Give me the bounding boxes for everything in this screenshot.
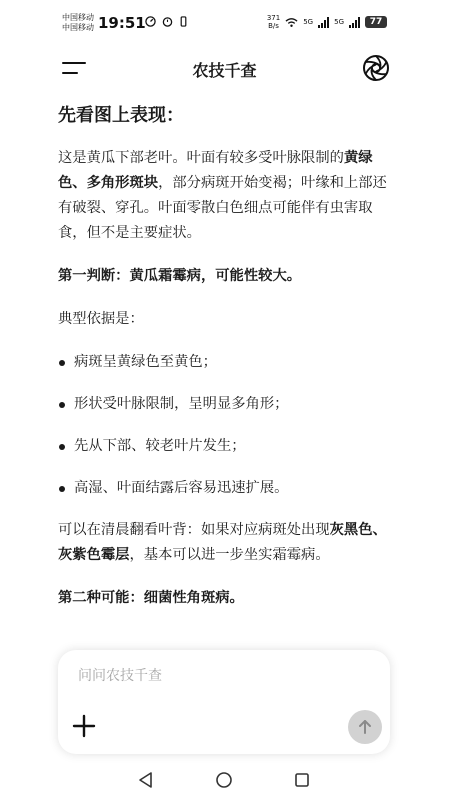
plus-icon xyxy=(70,712,98,740)
speedometer-icon xyxy=(145,16,156,27)
net-label-1: 5G xyxy=(303,18,314,26)
battery-icon: 77 xyxy=(365,16,387,28)
nav-back-button[interactable] xyxy=(136,770,156,790)
status-icons-right xyxy=(267,14,387,30)
app-header xyxy=(0,44,449,92)
answer-paragraph-1: 这是黄瓜下部老叶。叶面有较多受叶脉限制的黄绿色、多角形斑块，部分病斑开始变褐；叶缘和上部还有破裂、穿孔。叶面零散白色细点可能伴有虫害取食，但不是主要症状。 xyxy=(58,150,387,241)
list-item: 先从下部、较老叶片发生； xyxy=(58,434,394,459)
add-attachment-button[interactable] xyxy=(70,712,98,740)
answer-content xyxy=(58,104,394,629)
network-speed: 371 B/s xyxy=(266,14,281,30)
triangle-back-icon xyxy=(136,770,156,790)
second-possibility: 第二种可能：细菌性角斑病。 xyxy=(58,590,244,606)
carrier-labels xyxy=(62,13,94,33)
list-item: 高湿、叶面结露后容易迅速扩展。 xyxy=(58,476,394,501)
system-nav-bar xyxy=(0,760,449,800)
answer-paragraph-2: 可以在清晨翻看叶背：如果对应病斑处出现灰黑色、灰紫色霉层，基本可以进一步坐实霜霉病。 xyxy=(58,522,387,563)
carrier-2: 中国移动 xyxy=(62,23,94,32)
list-item: 形状受叶脉限制，呈明显多角形； xyxy=(58,392,394,417)
page-title: 农技千查 xyxy=(192,61,257,80)
bold-symptom: 黄绿色、多角形斑块 xyxy=(58,150,373,191)
wifi-icon xyxy=(285,17,298,28)
basis-list xyxy=(58,350,394,501)
basis-label: 典型依据是： xyxy=(58,311,144,327)
bold-mold: 灰黑色、灰紫色霉层 xyxy=(58,522,387,563)
square-recents-icon xyxy=(292,770,312,790)
vibrate-icon xyxy=(178,16,189,27)
chat-input-card xyxy=(58,650,390,754)
arrow-up-icon xyxy=(356,718,374,736)
carrier-1: 中国移动 xyxy=(62,13,94,22)
nav-recents-button[interactable] xyxy=(292,770,312,790)
net-label-2: 5G xyxy=(334,18,344,26)
circle-home-icon xyxy=(214,770,234,790)
signal-icon-1 xyxy=(318,17,329,28)
aperture-logo-icon[interactable] xyxy=(362,54,390,82)
nav-home-button[interactable] xyxy=(214,770,234,790)
status-time: 19:51 xyxy=(98,14,146,32)
first-judgment: 第一判断：黄瓜霜霉病，可能性较大。 xyxy=(58,268,302,284)
signal-icon-2 xyxy=(349,17,360,28)
alarm-icon xyxy=(162,16,173,27)
list-item: 病斑呈黄绿色至黄色； xyxy=(58,350,394,375)
question-input[interactable] xyxy=(76,662,370,690)
send-button[interactable] xyxy=(348,710,382,744)
status-bar xyxy=(0,0,449,44)
status-icons-left xyxy=(145,16,189,30)
answer-heading: 先看图上表现： xyxy=(58,105,184,126)
